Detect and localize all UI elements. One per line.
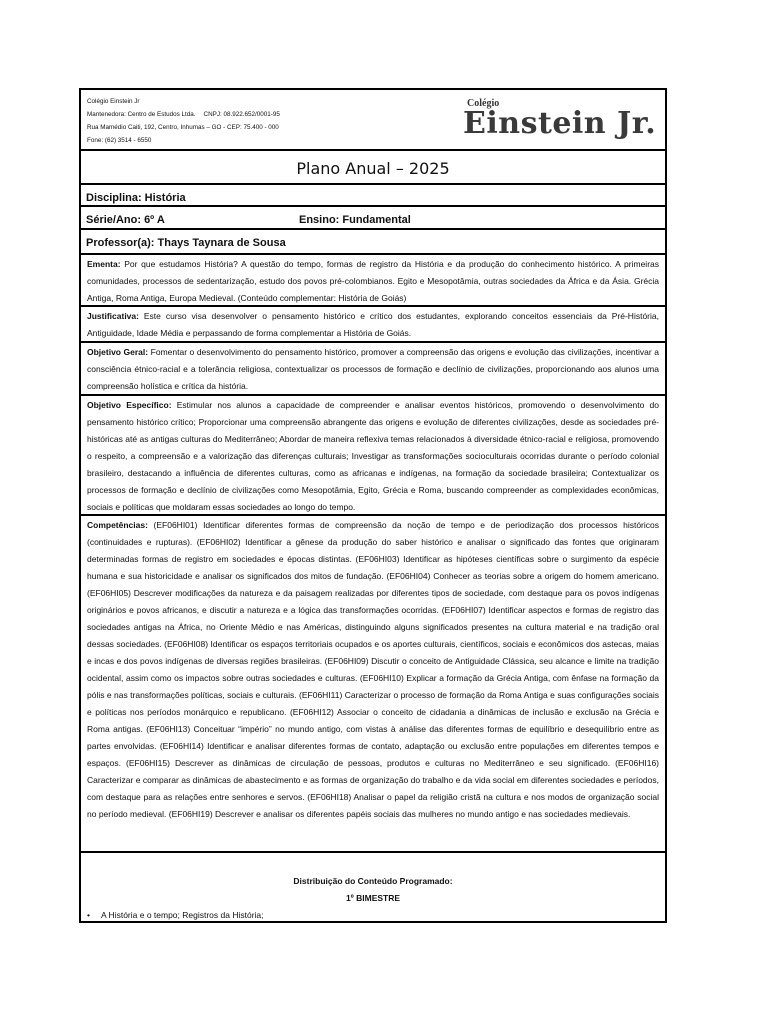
objetivo-geral-text: Fomentar o desenvolvimento do pensamento histórico, promover a compreensão das origens e evolução das civilizações, incentivar a consciência étnico-racial e a tolerância religiosa, contextualizar os processos de formação e declínio de civilizações, proporcionando aos alunos uma compreensão holística e crítica da história. xyxy=(87,347,659,391)
maintainer: Mantenedora: Centro de Estudos Ltda. xyxy=(87,111,196,118)
professor-row: Professor(a): Thays Taynara de Sousa xyxy=(81,230,665,255)
bullet-icon: • xyxy=(87,910,90,920)
distribuicao-heading: Distribuição do Conteúdo Programado: xyxy=(293,876,453,886)
objetivo-especifico-section xyxy=(81,396,665,516)
ementa-label: Ementa: xyxy=(87,259,121,269)
school-address: Rua Mamédio Caiti, 192, Centro, Inhumas – GO - CEP: 75.400 - 000 xyxy=(87,124,279,131)
logo-big-text: Einstein Jr. xyxy=(463,106,657,141)
competencias-text: (EF06HI01) Identificar diferentes formas de compreensão da noção de tempo e de periodização dos processos históricos (continuidades e rupturas). (EF06HI02) Identificar a gênese da produção do saber histórico e analisar o significado das fontes que originaram determinadas formas de registro em sociedades e épocas distintas. (EF06HI03) Identificar as hipóteses científicas sobre o surgimento da espécie humana e sua historicidade e analisar os significados dos mitos de fundação. (EF06HI04) Conhecer as teorias sobre a origem do homem americano. (EF06HI05) Descrever modificações da natureza e da paisagem realizadas por diferentes tipos de sociedade, com destaque para os povos indígenas originários e povos africanos, e discutir a natureza e a lógica das transformações ocorridas. (EF06HI07) Identificar aspectos e formas de registro das sociedades antigas na África, no Oriente Médio e nas Américas, distinguindo alguns significados presentes na cultura material e na tradição oral dessas sociedades. (EF06HI08) Identificar os espaços territoriais ocupados e os aportes culturais, científicos, sociais e econômicos dos astecas, maias e incas e dos povos indígenas de diversas regiões brasileiras. (EF06HI09) Discutir o conceito de Antiguidade Clássica, seu alcance e limite na tradição ocidental, assim como os impactos sobre outras sociedades e culturas. (EF06HI10) Explicar a formação da Grécia Antiga, com ênfase na formação da pólis e nas transformações políticas, sociais e culturais. (EF06HI11) Caracterizar o processo de formação da Roma Antiga e suas configurações sociais e políticas nos períodos monárquico e republicano. (EF06HI12) Associar o conceito de cidadania a dinâmicas de inclusão e exclusão na Grécia e Roma antigas. (EF06HI13) Conceituar “império” no mundo antigo, com vistas à análise das diferentes formas de equilíbrio e desequilíbrio entre as partes envolvidas. (EF06HI14) Identificar e analisar diferentes formas de contato, adaptação ou exclusão entre populações em diferentes tempos e espaços. (EF06HI15) Descrever as dinâmicas de circulação de pessoas, produtos e culturas no Mediterrâneo e seu significado. (EF06HI16) Caracterizar e comparar as dinâmicas de abastecimento e as formas de organização do trabalho e da vida social em diferentes sociedades e períodos, com destaque para as relações entre senhores e servos. (EF06HI18) Analisar o papel da religião cristã na cultura e nos modos de organização social no período medieval. (EF06HI19) Descrever e analisar os diferentes papéis sociais das mulheres no mundo antigo e nas sociedades medievais. xyxy=(87,520,659,819)
maintainer-line xyxy=(87,108,280,121)
school-phone: Fone: (62) 3514 - 6550 xyxy=(87,137,152,144)
disciplina-row: Disciplina: História xyxy=(81,185,665,207)
competencias-section xyxy=(81,516,665,853)
objetivo-especifico-text: Estimular nos alunos a capacidade de compreender e analisar eventos históricos, promovendo o desenvolvimento do pensamento histórico crítico; Proporcionar uma compreensão abrangente das origens e evolução de diferentes civilizações, desde as sociedades pré-históricas até as antigas culturas do Mediterrâneo; Abordar de maneira reflexiva temas relacionados à diversidade étnico-racial e religiosa, promovendo o respeito, a compreensão e a valorização das diferenças culturais; Investigar as transformações socioculturais ocorridas durante o período colonial brasileiro, destacando a influência de diferentes culturas, como as africanas e indígenas, na formação da sociedade brasileira; Contextualizar os processos de formação e declínio de civilizações como Mesopotâmia, Egito, Grécia e Roma, buscando compreender as complexidades econômicas, sociais e políticas que moldaram essas sociedades ao longo do tempo. xyxy=(87,400,660,512)
bimestre-label: 1º BIMESTRE xyxy=(345,893,401,903)
justificativa-text: Este curso visa desenvolver o pensamento histórico e crítico dos estudantes, explorando conceitos essenciais da Pré-História, Antiguidade, Idade Média e perpassando de forma complementar a História de Goiás. xyxy=(87,311,659,338)
competencias-label: Competências: xyxy=(87,520,148,530)
cnpj: CNPJ: 08.922.652/0001-95 xyxy=(203,111,280,118)
ementa-section xyxy=(81,255,665,307)
objetivo-geral-section xyxy=(81,343,665,396)
serie-label: Série/Ano: 6º A xyxy=(86,214,165,226)
serie-ensino-row xyxy=(81,207,665,230)
ensino-label: Ensino: Fundamental xyxy=(299,214,411,226)
page-title: Plano Anual – 2025 xyxy=(81,151,665,185)
justificativa-section xyxy=(81,307,665,343)
distribuicao-section xyxy=(81,853,665,921)
school-logo xyxy=(463,98,657,146)
school-header xyxy=(81,90,665,151)
objetivo-especifico-label: Objetivo Específico: xyxy=(87,400,172,410)
ementa-text: Por que estudamos História? A questão do tempo, formas de registro da História e da produção do conhecimento histórico. A primeiras comunidades, processos de sedentarização, estudo dos povos pré-colombianos. Egito e Mesopotâmia, outras sociedades da África e da Ásia. Grécia Antiga, Roma Antiga, Europa Medieval. (Conteúdo complementar: História de Goiás) xyxy=(87,259,659,303)
objetivo-geral-label: Objetivo Geral: xyxy=(87,347,149,357)
school-name: Colégio Einstein Jr xyxy=(87,98,140,105)
logo-small-text: Colégio xyxy=(467,98,500,109)
list-item-text: A História e o tempo; Registros da História; xyxy=(101,910,264,920)
school-info xyxy=(87,95,280,147)
justificativa-label: Justificativa: xyxy=(87,311,139,321)
plan-document xyxy=(79,88,667,923)
list-item xyxy=(81,907,665,924)
